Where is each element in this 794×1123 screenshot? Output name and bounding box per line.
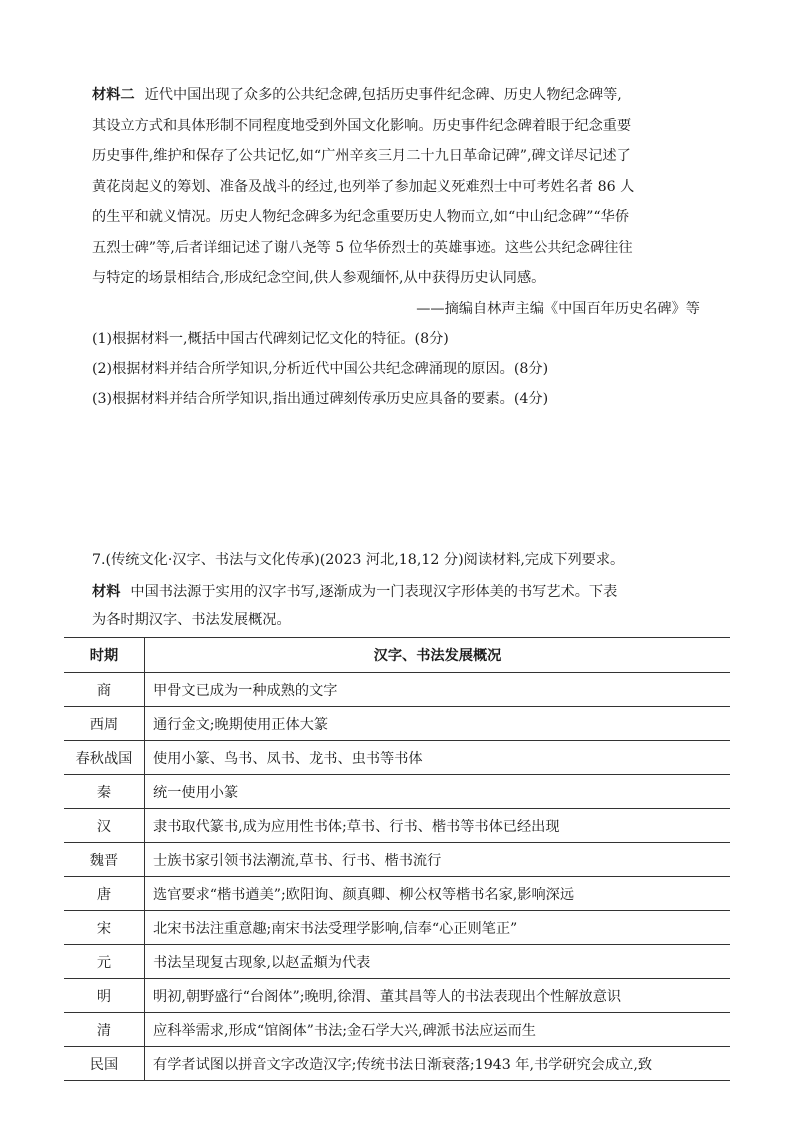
column-header-overview: 汉字、书法发展概况 [145, 638, 731, 673]
period-cell: 魏晋 [64, 843, 145, 877]
overview-cell: 士族书家引领书法潮流,草书、行书、楷书流行 [145, 843, 731, 877]
overview-cell: 应科举需求,形成“馆阁体”书法;金石学大兴,碑派书法应运而生 [145, 1013, 731, 1047]
overview-cell: 甲骨文已成为一种成熟的文字 [145, 673, 731, 707]
question-7-title: 7.(传统文化·汉字、书法与文化传承)(2023 河北,18,12 分)阅读材料,完成下列要求。 [92, 552, 625, 568]
question-item: (2)根据材料并结合所学知识,分析近代中国公共纪念碑涌现的原因。(8分) [92, 361, 549, 377]
material-source: ——摘编自林声主编《中国百年历史名碑》等 [416, 300, 700, 317]
material-line: 五烈士碑”等,后者详细记述了谢八尧等 5 位华侨烈士的英雄事迹。这些公共纪念碑往往 [92, 239, 633, 256]
table-row [64, 945, 730, 979]
overview-cell: 统一使用小篆 [145, 775, 731, 809]
material-label: 材料二 [92, 87, 135, 103]
table-row [64, 809, 730, 843]
question-7-material [92, 578, 704, 634]
table-header-row [64, 638, 730, 673]
material-two [92, 80, 704, 324]
material-line: 与特定的场景相结合,形成纪念空间,供人参观缅怀,从中获得历史认同感。 [92, 270, 546, 286]
material-line: 材料 中国书法源于实用的汉字书写,逐渐成为一门表现汉字形体美的书写艺术。下表 [92, 584, 618, 600]
period-cell: 西周 [64, 707, 145, 741]
table-row [64, 911, 730, 945]
period-cell: 春秋战国 [64, 741, 145, 775]
table-row [64, 1047, 730, 1081]
question-item: (3)根据材料并结合所学知识,指出通过碑刻传承历史应具备的要素。(4分) [92, 391, 549, 407]
period-cell: 元 [64, 945, 145, 979]
overview-cell: 选官要求“楷书遒美”;欧阳询、颜真卿、柳公权等楷书名家,影响深远 [145, 877, 731, 911]
material-label: 材料 [92, 584, 121, 600]
material-line: 材料二 近代中国出现了众多的公共纪念碑,包括历史事件纪念碑、历史人物纪念碑等, [92, 87, 622, 103]
period-cell: 汉 [64, 809, 145, 843]
table-row [64, 979, 730, 1013]
table-row [64, 707, 730, 741]
period-cell: 民国 [64, 1047, 145, 1081]
table-body [64, 673, 730, 1081]
table-row [64, 1013, 730, 1047]
question-item: (1)根据材料一,概括中国古代碑刻记忆文化的特征。(8分) [92, 331, 449, 347]
material-line: 其设立方式和具体形制不同程度地受到外国文化影响。历史事件纪念碑着眼于纪念重要 [92, 117, 632, 134]
table-row [64, 673, 730, 707]
table-row [64, 843, 730, 877]
material-line: 的生平和就义情况。历史人物纪念碑多为纪念重要历史人物而立,如“中山纪念碑”“华侨 [92, 209, 630, 225]
overview-cell: 隶书取代篆书,成为应用性书体;草书、行书、楷书等书体已经出现 [145, 809, 731, 843]
calligraphy-development-table [64, 637, 730, 1081]
table-row [64, 741, 730, 775]
overview-cell: 有学者试图以拼音文字改造汉字;传统书法日渐衰落;1943 年,书学研究会成立,致 [145, 1047, 731, 1081]
period-cell: 商 [64, 673, 145, 707]
period-cell: 秦 [64, 775, 145, 809]
period-cell: 清 [64, 1013, 145, 1047]
table-row [64, 877, 730, 911]
period-cell: 宋 [64, 911, 145, 945]
material-line: 为各时期汉字、书法发展概况。 [92, 612, 291, 628]
material-line: 历史事件,维护和保存了公共记忆,如“广州辛亥三月二十九日革命记碑”,碑文详尽记述了 [92, 148, 631, 164]
overview-cell: 北宋书法注重意趣;南宋书法受理学影响,信奉“心正则笔正” [145, 911, 731, 945]
column-header-period: 时期 [64, 638, 145, 673]
overview-cell: 明初,朝野盛行“台阁体”;晚明,徐渭、董其昌等人的书法表现出个性解放意识 [145, 979, 731, 1013]
period-cell: 唐 [64, 877, 145, 911]
overview-cell: 通行金文;晚期使用正体大篆 [145, 707, 731, 741]
overview-cell: 书法呈现复古现象,以赵孟頫为代表 [145, 945, 731, 979]
table-row [64, 775, 730, 809]
material-line: 黄花岗起义的筹划、准备及战斗的经过,也列举了参加起义死难烈士中可考姓名者 86 人 [92, 178, 635, 195]
period-cell: 明 [64, 979, 145, 1013]
question-list [92, 324, 548, 414]
overview-cell: 使用小篆、鸟书、凤书、龙书、虫书等书体 [145, 741, 731, 775]
